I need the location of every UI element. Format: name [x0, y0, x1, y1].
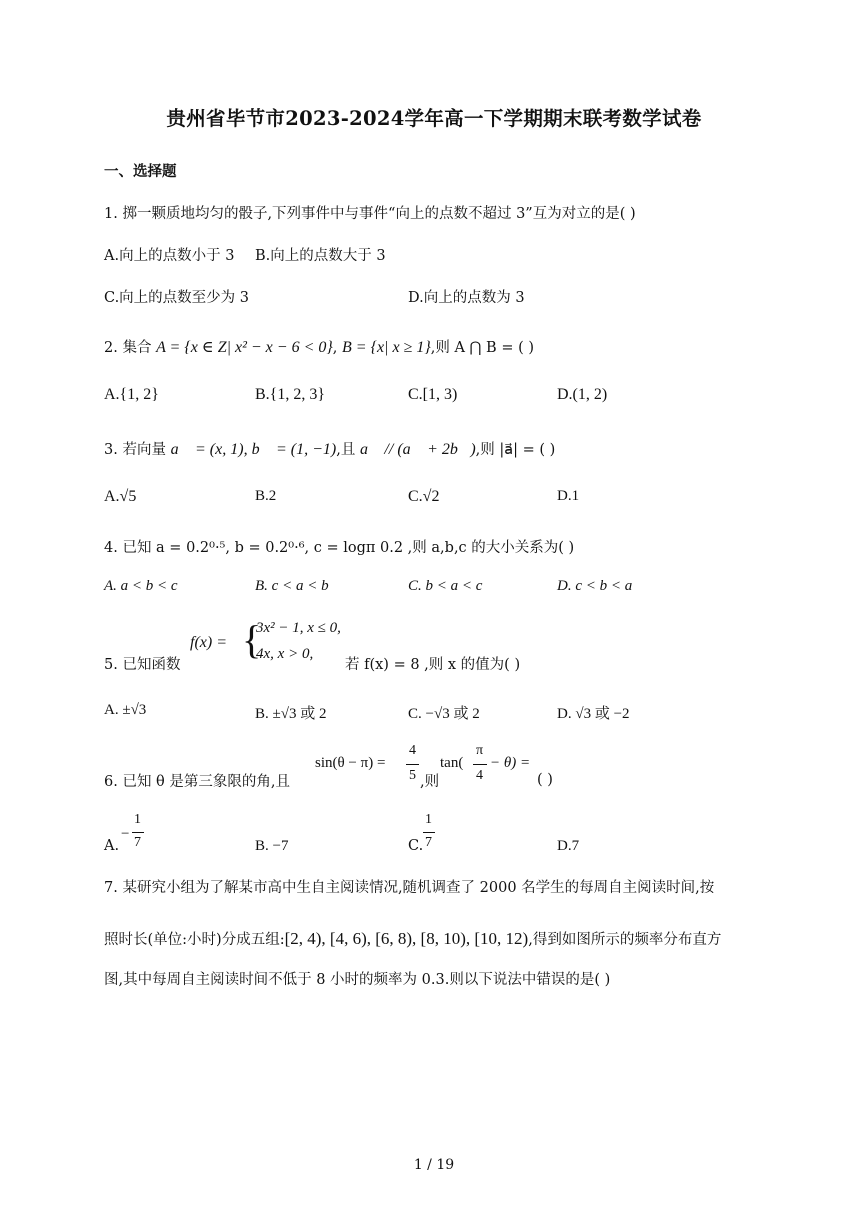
- question-2: [104, 336, 534, 357]
- q6-condition-denominator: 5: [409, 768, 416, 783]
- q4-option-b: B. c < a < b: [255, 578, 329, 594]
- page-title: 贵州省毕节市2023-2024学年高一下学期期末联考数学试卷: [166, 107, 702, 130]
- q3-mid: ,且: [336, 442, 356, 458]
- q1-option-d: D.向上的点数为 3: [408, 290, 525, 306]
- q6-option-a-numerator: 1: [134, 812, 141, 827]
- question-7-line-3: 图,其中每周自主阅读时间不低于 8 小时的频率为 0.3.则以下说法中错误的是( ): [104, 972, 611, 988]
- q3-option-a: A.√5: [104, 488, 137, 505]
- q6-prefix: 6. 已知 θ 是第三象限的角,且: [104, 774, 290, 790]
- q5-prefix: 5. 已知函数: [104, 657, 181, 673]
- q2-option-a: A.{1, 2}: [104, 386, 159, 403]
- q3-suffix: ,则 |a⃗| = ( ): [475, 442, 556, 458]
- q5-option-b: B. ±√3 或 2: [255, 706, 327, 722]
- q7-line2-prefix: 照时长(单位:小时)分成五组:: [104, 932, 285, 948]
- q6-tan-numerator: π: [476, 743, 484, 758]
- q2-sep: ,: [332, 340, 338, 356]
- question-7-line-2: [104, 928, 721, 949]
- q6-tan-fraction-bar: [473, 764, 487, 765]
- q6-option-a-sign: −: [121, 826, 130, 842]
- q5-brace: {: [242, 617, 262, 662]
- q6-condition-numerator: 4: [409, 743, 416, 758]
- q6-option-a-denominator: 7: [134, 835, 141, 850]
- question-1: 1. 掷一颗质地均匀的骰子,下列事件中与事件“向上的点数不超过 3”互为对立的是( ): [104, 206, 636, 222]
- q2-option-d: D.(1, 2): [557, 386, 608, 403]
- q5-option-a: A. ±√3: [104, 702, 147, 718]
- q6-tan-left: tan(: [440, 755, 464, 771]
- page-number: 1 / 19: [413, 1157, 455, 1173]
- q6-option-c-fraction-bar: [423, 832, 435, 833]
- q5-case-2: 4x, x > 0,: [256, 646, 314, 662]
- q5-case-1: 3x² − 1, x ≤ 0,: [256, 620, 341, 636]
- q5-option-d: D. √3 或 −2: [557, 706, 630, 722]
- q6-option-b: B. −7: [255, 838, 289, 854]
- q2-prefix: 2. 集合: [104, 340, 152, 356]
- section-heading: 一、选择题: [104, 163, 177, 180]
- q3-prefix: 3. 若向量: [104, 442, 166, 458]
- q3-condition: a⃗ // (a⃗ + 2b⃗): [359, 441, 476, 458]
- q4-option-a: A. a < b < c: [104, 578, 178, 594]
- q6-mid: ,则: [420, 774, 440, 790]
- q1-option-b: B.向上的点数大于 3: [255, 248, 386, 264]
- q6-fraction-bar: [406, 764, 419, 765]
- q5-function-name: f(x) =: [190, 634, 227, 651]
- question-7-line-1: 7. 某研究小组为了解某市高中生自主阅读情况,随机调查了 2000 名学生的每周自主阅读时间,按: [104, 880, 715, 896]
- q3-option-b: B.2: [255, 488, 277, 504]
- question-3: [104, 438, 555, 459]
- q3-option-c: C.√2: [408, 488, 440, 505]
- q6-option-c-label: C.: [408, 838, 424, 854]
- q3-vectors: a⃗ = (x, 1), b⃗ = (1, −1): [170, 441, 337, 458]
- q5-suffix: 若 f(x) = 8 ,则 x 的值为( ): [345, 657, 521, 673]
- q2-option-b: B.{1, 2, 3}: [255, 386, 326, 403]
- q7-line2-suffix: ,得到如图所示的频率分布直方: [528, 932, 722, 948]
- q1-option-a: A.向上的点数小于 3: [104, 248, 235, 264]
- q6-option-a-label: A.: [104, 838, 120, 854]
- q6-option-d: D.7: [557, 838, 580, 854]
- q4-option-c: C. b < a < c: [408, 578, 483, 594]
- q6-suffix: ( ): [537, 772, 553, 788]
- q2-suffix: ,则 A ⋂ B = ( ): [430, 340, 534, 356]
- q3-option-d: D.1: [557, 488, 580, 504]
- q2-option-c: C.[1, 3): [408, 386, 458, 403]
- q7-intervals: [2, 4), [4, 6), [6, 8), [8, 10), [10, 12): [284, 929, 529, 948]
- q2-set-b: B = {x| x ≥ 1}: [342, 339, 431, 356]
- q6-option-a: [104, 838, 119, 854]
- q6-option-a-fraction-bar: [132, 832, 144, 833]
- q6-option-c-denominator: 7: [425, 835, 432, 850]
- q1-option-c: C.向上的点数至少为 3: [104, 290, 250, 306]
- q6-tan-denominator: 4: [476, 768, 483, 783]
- q4-option-d: D. c < b < a: [557, 578, 633, 594]
- question-4: 4. 已知 a = 0.2⁰·⁵, b = 0.2⁰·⁶, c = logπ 0.2 ,则 a,b,c 的大小关系为( ): [104, 540, 575, 556]
- q5-option-c: C. −√3 或 2: [408, 706, 480, 722]
- q6-option-c-numerator: 1: [425, 812, 432, 827]
- q6-condition: sin(θ − π) =: [315, 755, 386, 771]
- q2-set-a: A = {x ∈ Z| x² − x − 6 < 0}: [156, 339, 333, 356]
- q6-tan-right: − θ) =: [490, 755, 531, 771]
